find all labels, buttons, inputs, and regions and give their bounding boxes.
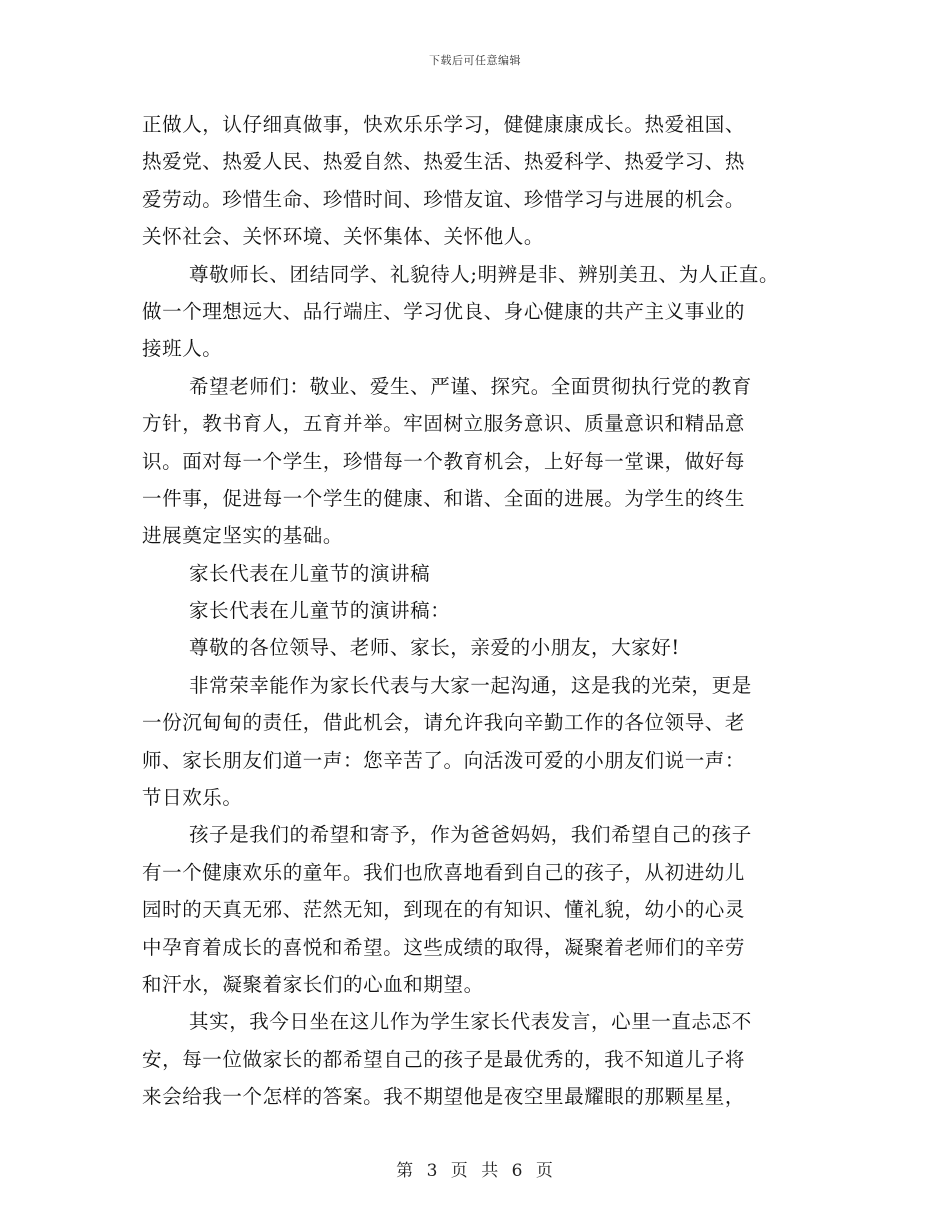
text-line: 园时的天真无邪、茫然无知，到现在的有知识、懂礼貌，幼小的心灵	[142, 898, 746, 922]
text-line: 中孕育着成长的喜悦和希望。这些成绩的取得，凝聚着老师们的辛劳	[142, 935, 746, 959]
text-line: 孩子是我们的希望和寄予，作为爸爸妈妈，我们希望自己的孩子	[189, 823, 752, 847]
text-line: 非常荣幸能作为家长代表与大家一起沟通，这是我的光荣，更是	[189, 673, 752, 697]
text-line: 接班人。	[142, 337, 223, 361]
text-line: 和汗水，凝聚着家长们的心血和期望。	[142, 972, 484, 996]
text-line: 一件事，促进每一个学生的健康、和谐、全面的进展。为学生的终生	[142, 486, 746, 510]
text-line: 家长代表在儿童节的演讲稿	[189, 561, 431, 585]
text-line: 尊敬师长、团结同学、礼貌待人;明辨是非、辨别美丑、为人正直。	[189, 262, 780, 286]
text-line: 爱劳动。珍惜生命、珍惜时间、珍惜友谊、珍惜学习与进展的机会。	[142, 187, 746, 211]
text-line: 做一个理想远大、品行端庄、学习优良、身心健康的共产主义事业的	[142, 299, 746, 323]
body-text	[142, 106, 822, 1116]
text-line: 家长代表在儿童节的演讲稿：	[189, 599, 451, 623]
text-line: 关怀社会、关怀环境、关怀集体、关怀他人。	[142, 225, 545, 249]
text-line: 正做人，认仔细真做事，快欢乐乐学习，健健康康成长。热爱祖国、	[142, 113, 746, 136]
text-line: 一份沉甸甸的责任，借此机会，请允许我向辛勤工作的各位领导、老	[142, 711, 746, 735]
text-line: 方针，教书育人，五育并举。牢固树立服务意识、质量意识和精品意	[142, 412, 746, 436]
text-line: 识。面对每一个学生，珍惜每一个教育机会，上好每一堂课，做好每	[142, 449, 746, 473]
text-line: 师、家长朋友们道一声：您辛苦了。向活泼可爱的小朋友们说一声：	[142, 748, 746, 772]
text-line: 尊敬的各位领导、老师、家长，亲爱的小朋友，大家好!	[189, 636, 680, 660]
text-line: 节日欢乐。	[142, 786, 243, 810]
page-footer: 第 3 页 共 6 页	[396, 1161, 554, 1181]
text-line: 有一个健康欢乐的童年。我们也欣喜地看到自己的孩子，从初进幼儿	[142, 860, 746, 884]
text-line: 来会给我一个怎样的答案。我不期望他是夜空里最耀眼的那颗星星，	[142, 1085, 746, 1109]
text-line: 其实，我今日坐在这儿作为学生家长代表发言，心里一直忐忑不	[189, 1010, 752, 1034]
text-line: 热爱党、热爱人民、热爱自然、热爱生活、热爱科学、热爱学习、热	[142, 150, 746, 174]
text-line: 进展奠定坚实的基础。	[142, 524, 344, 548]
text-line: 安，每一位做家长的都希望自己的孩子是最优秀的，我不知道儿子将	[142, 1047, 746, 1071]
text-line: 希望老师们：敬业、爱生、严谨、探究。全面贯彻执行党的教育	[189, 374, 752, 398]
page-header: 下载后可任意编辑	[429, 54, 521, 67]
